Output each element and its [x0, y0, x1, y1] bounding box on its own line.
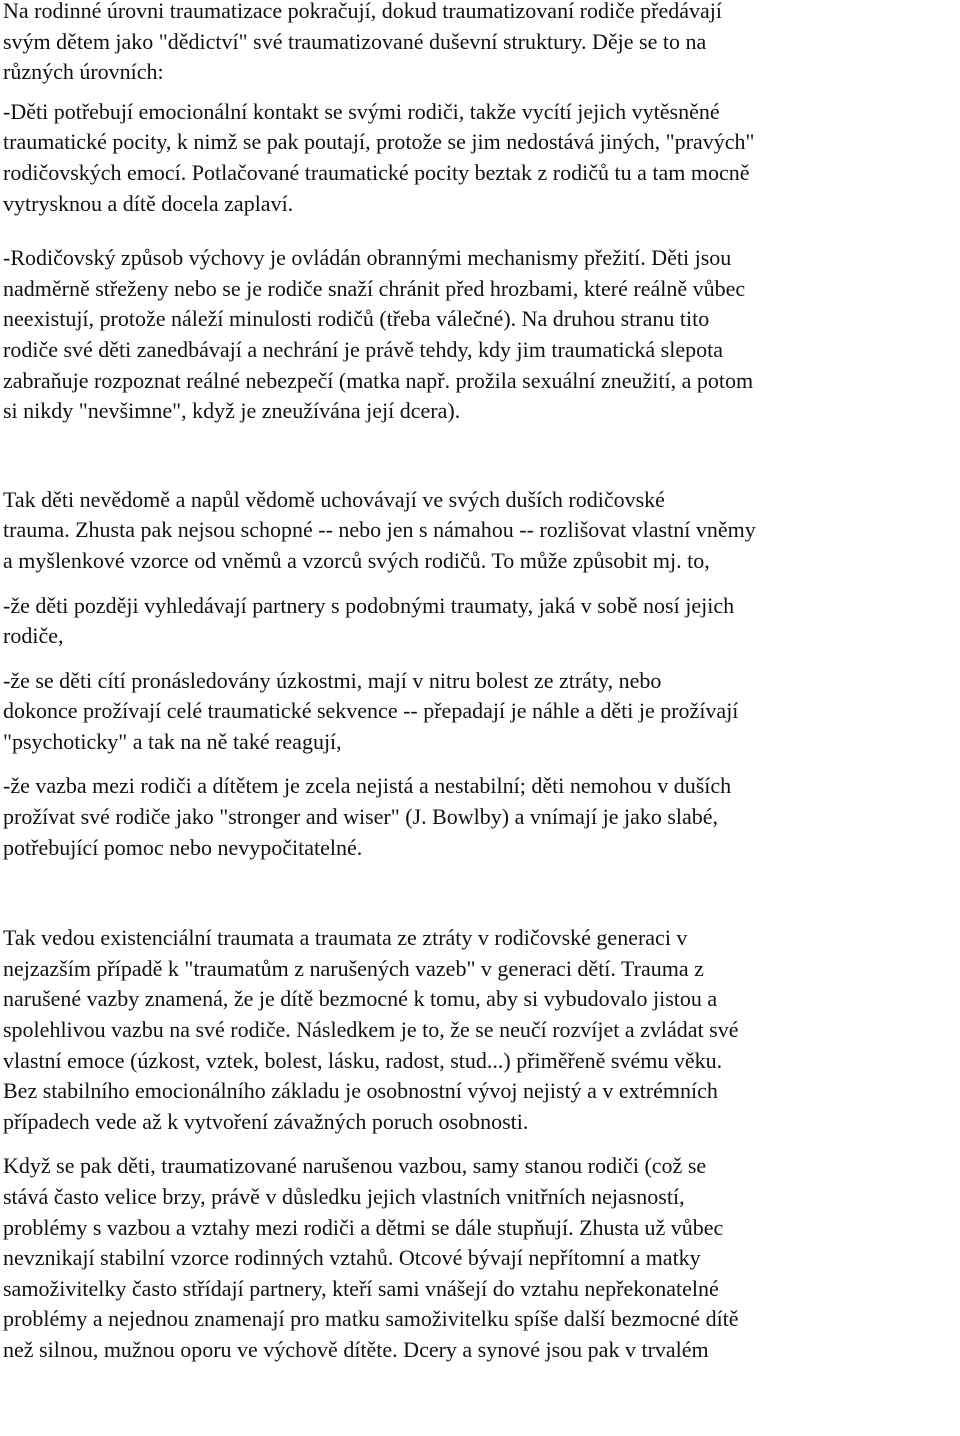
- spacer: [3, 652, 957, 666]
- paragraph-parenting-style: -Rodičovský způsob výchovy je ovládán obrannými mechanismy přežití. Děti jsou nadměrně střeženy nebo se je rodiče snaží chránit před hrozbami, které reálně vůbec neexistují, protože náleží minulosti rodičů (třeba válečné). Na druhou stranu tito rodiče své děti zanedbávají a nechrání je právě tehdy, kdy jim traumatická slepota zabraňuje rozpoznat reálné nebezpečí (matka např. prožila sexuální zneužití, a potom si nikdy "nevšimne", když je zneužívána její dcera).: [3, 245, 754, 424]
- spacer: [3, 757, 957, 771]
- paragraph-next-generation: Když se pak děti, traumatizované narušenou vazbou, samy stanou rodiči (což se stává často velice brzy, právě v důsledku jejich vlastních vnitřních nejasností, problémy s vazbou a vztahy mezi rodiči a dětmi se dále stupňují. Zhusta už vůbec nevznikají stabilní vzorce rodinných vztahů. Otcové bývají nepřítomní a matky samoživitelky často střídají partnery, kteří sami vnášejí do vztahu nepřekonatelné problémy a nejednou znamenají pro matku samoživitelku spíše další bezmocné dítě než silnou, mužnou oporu ve výchově dítěte. Dcery a synové jsou pak v trvalém: [3, 1153, 739, 1362]
- spacer: [3, 88, 957, 97]
- paragraph-emotional-contact: -Děti potřebují emocionální kontakt se svými rodiči, takže vycítí jejich vytěsněné traumatické pocity, k nimž se pak poutají, protože se jim nedostává jiných, "pravých" rodičovských emocí. Potlačované traumatické pocity beztak z rodičů tu a tam mocně vytrysknou a dítě docela zaplaví.: [3, 98, 755, 216]
- list-item-attachment: -že vazba mezi rodiči a dítětem je zcela nejistá a nestabilní; děti nemohou v duších prožívat své rodiče jako "stronger and wiser" (J. Bowlby) a vnímají je jako slabé, potřebující pomoc nebo nevypočitatelné.: [3, 773, 732, 860]
- list-item-anxiety: -že se děti cítí pronásledovány úzkostmi, mají v nitru bolest ze ztráty, nebo dokonce prožívají celé traumatické sekvence -- přepadají je náhle a děti je prožívají "psychoticky" a tak na ně také reagují,: [3, 667, 739, 754]
- spacer: [3, 1137, 957, 1151]
- document-page: [3, 0, 957, 1366]
- paragraph-intro: Na rodinné úrovni traumatizace pokračují, dokud traumatizovaní rodiče předávají svým dětem jako "dědictví" své traumatizované duševní struktury. Děje se to na různých úrovních:: [3, 0, 722, 85]
- paragraph-children-trauma: Tak děti nevědomě a napůl vědomě uchovávají ve svých duších rodičovské trauma. Zhusta pak nejsou schopné -- nebo jen s námahou -- rozlišovat vlastní vněmy a myšlenkové vzorce od vněmů a vzorců svých rodičů. To může způsobit mj. to,: [3, 486, 756, 573]
- list-item-partners: -že děti později vyhledávají partnery s podobnými traumaty, jaká v sobě nosí jejich rodiče,: [3, 592, 735, 649]
- paragraph-existential-trauma: Tak vedou existenciální traumata a traumata ze ztráty v rodičovské generaci v nejzazším případě k "traumatům z narušených vazeb" v generaci dětí. Trauma z narušené vazby znamená, že je dítě bezmocné k tomu, aby si vybudovalo jistou a spolehlivou vazbu na své rodiče. Následkem je to, že se neučí rozvíjet a zvládat své vlastní emoce (úzkost, vztek, bolest, lásku, radost, stud...) přiměřeně svému věku. Bez stabilního emocionálního základu je osobnostní vývoj nejistý a v extrémních případech vede až k vytvoření závažných poruch osobnosti.: [3, 925, 739, 1134]
- spacer: [3, 863, 957, 923]
- spacer: [3, 219, 957, 243]
- spacer: [3, 577, 957, 591]
- spacer: [3, 427, 957, 485]
